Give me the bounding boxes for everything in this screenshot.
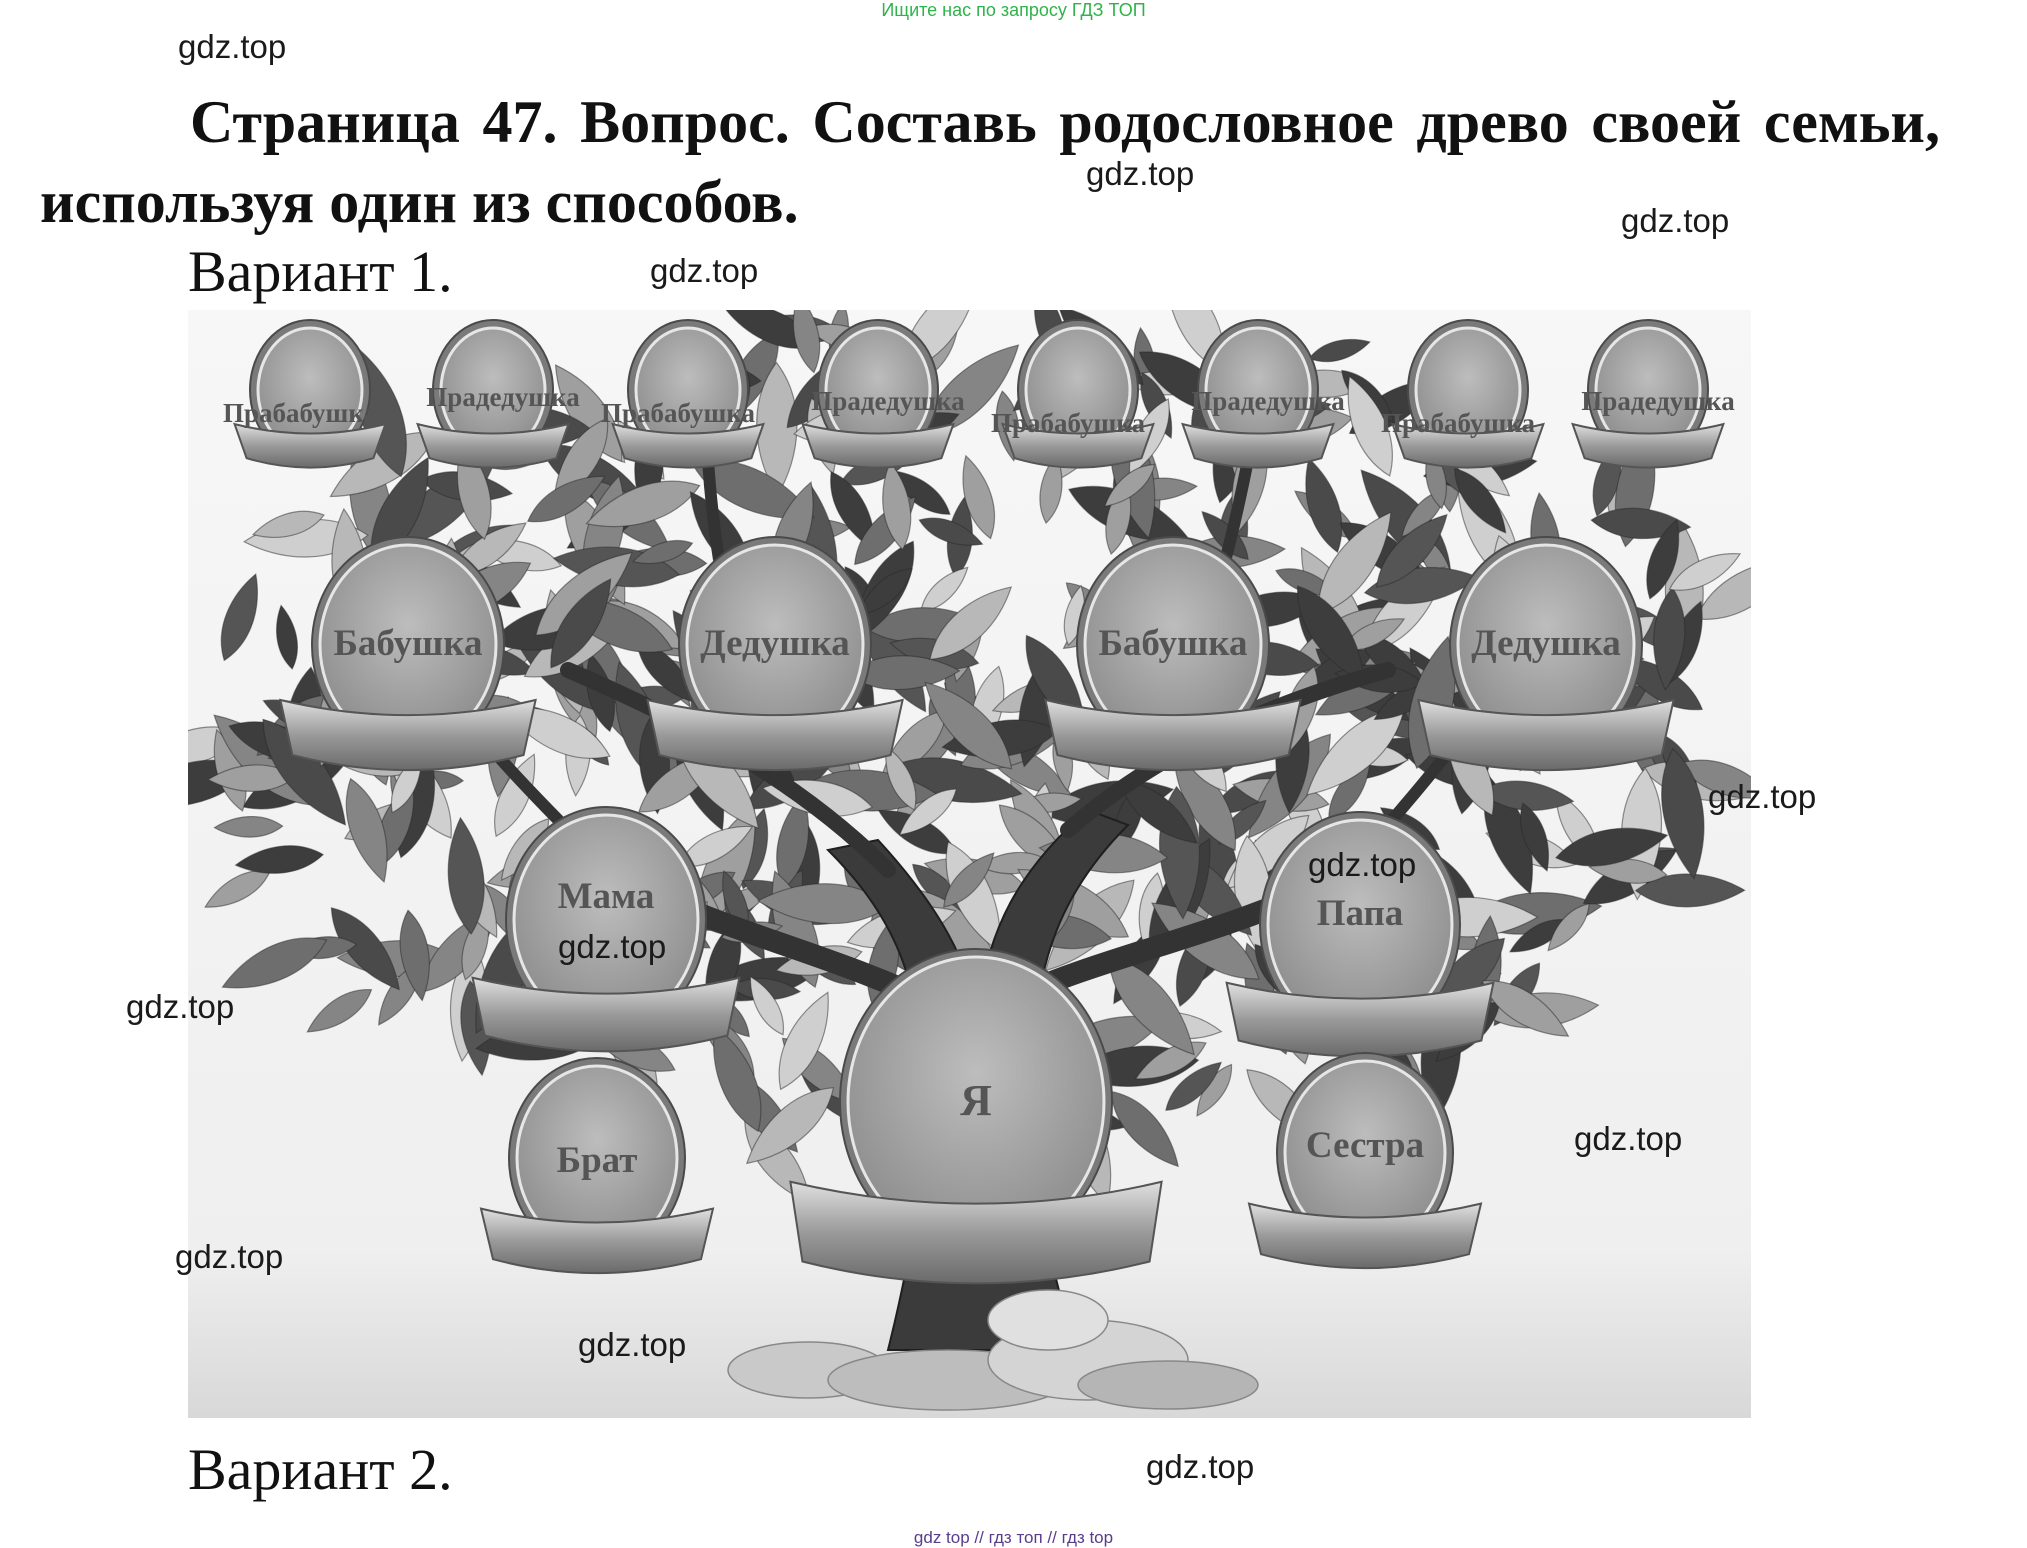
watermark: gdz.top (1308, 846, 1417, 883)
medallion-label: Дедушка (700, 623, 850, 664)
watermark: gdz.top (650, 252, 759, 289)
medallion-label: Прадедушка (426, 382, 580, 412)
medallion-label: Папа (1316, 893, 1404, 934)
medallion-label: Я (960, 1076, 992, 1125)
watermark: gdz.top (1621, 202, 1730, 239)
watermark: gdz.top (1146, 1448, 1255, 1485)
footer-links: gdz top // гдз топ // гдз top (913, 1528, 1114, 1547)
medallion-label: Прадедушка (1581, 386, 1735, 416)
medallion-label: Прабабушка (991, 408, 1145, 438)
watermark: gdz.top (1086, 155, 1195, 192)
medallion-label: Прабабушка (1381, 408, 1535, 438)
family-tree-drawing (188, 310, 1751, 1418)
watermark: gdz.top (558, 928, 667, 965)
medallion-label: Сестра (1305, 1125, 1425, 1166)
medallion-label: Бабушка (1098, 623, 1248, 664)
medallion-label: Прадедушка (811, 386, 965, 416)
rock (988, 1290, 1108, 1350)
heading-line-1: Страница 47. Вопрос. Составь родословное древо своей семьи, (190, 89, 1940, 155)
medallion-label: Мама (557, 876, 655, 917)
medallion-label: Дедушка (1471, 623, 1621, 664)
family-tree-image (188, 310, 1751, 1418)
variant-2-title: Вариант 2. (188, 1437, 453, 1502)
watermark: gdz.top (126, 988, 235, 1025)
watermark: gdz.top (175, 1238, 284, 1275)
watermark: gdz.top (178, 28, 287, 65)
heading-line-2: используя один из способов. (40, 169, 799, 235)
watermark: gdz.top (1708, 778, 1817, 815)
medallion-label: Брат (556, 1140, 638, 1181)
medallion-label: Прабабушка (223, 398, 377, 428)
top-banner: Ищите нас по запросу ГДЗ ТОП (881, 0, 1146, 20)
rock (1078, 1361, 1258, 1409)
watermark: gdz.top (1574, 1120, 1683, 1157)
variant-1-title: Вариант 1. (188, 239, 453, 304)
medallion-label: Прабабушка (601, 398, 755, 428)
watermark: gdz.top (578, 1326, 687, 1363)
medallion-label: Бабушка (333, 623, 483, 664)
medallion-label: Прадедушка (1191, 386, 1345, 416)
